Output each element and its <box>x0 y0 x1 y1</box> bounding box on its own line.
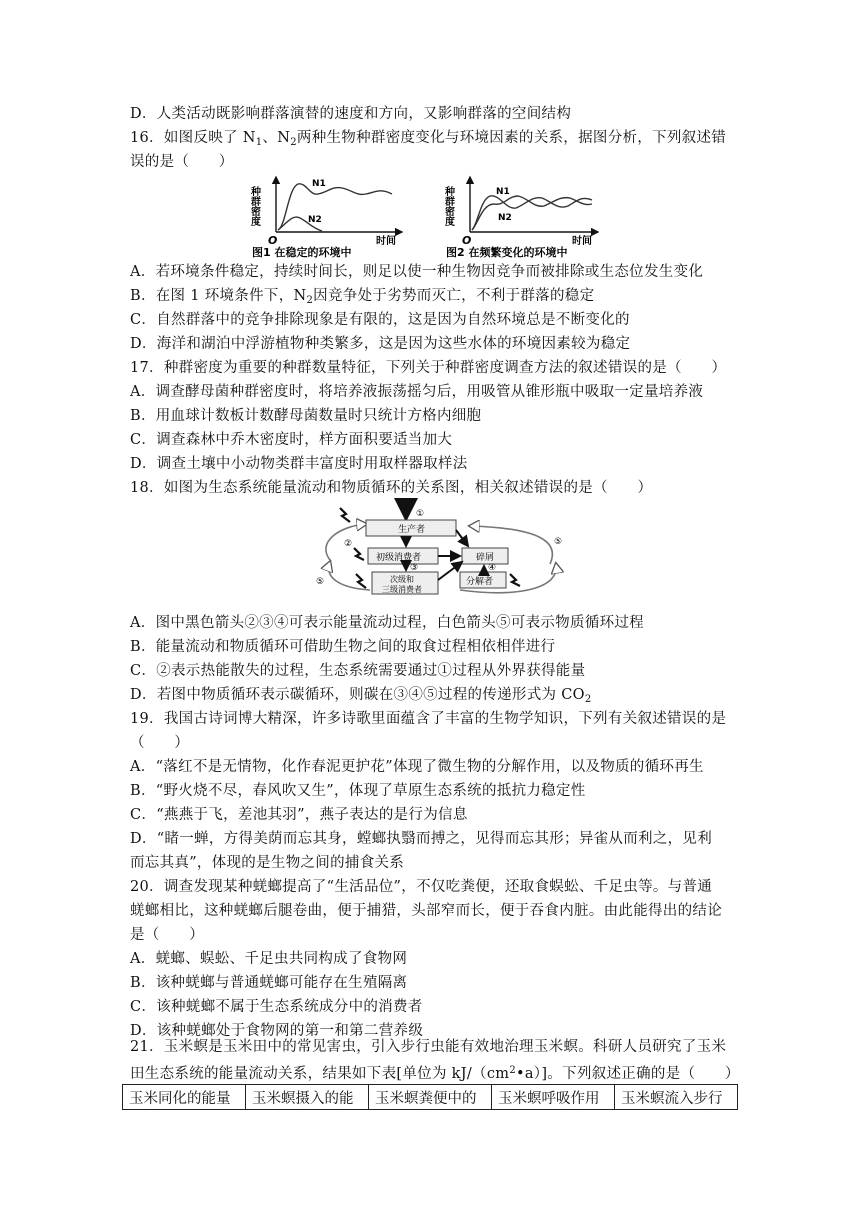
q16-stem-part: 、N <box>262 130 291 146</box>
q18-option-c: C．②表示热能散失的过程，生态系统需要通过①过程从外界获得能量 <box>130 663 586 679</box>
q21-stem-line1: 21．玉米螟是玉米田中的常见害虫，引入步行虫能有效地治理玉米螟。科研人员研究了玉米 <box>130 1039 727 1055</box>
label-5: ⑤ <box>316 577 325 587</box>
q17-stem: 17．种群密度为重要的种群数量特征，下列关于种群密度调查方法的叙述错误的是（ ） <box>130 360 727 376</box>
origin-label: O <box>462 234 472 247</box>
q19-option-b: B．“野火烧不尽，春风吹又生”，体现了草原生态系统的抵抗力稳定性 <box>130 783 586 799</box>
x-axis-label: 时间 <box>376 236 396 247</box>
label-4: ④ <box>488 563 497 573</box>
q18-option-b: B．能量流动和物质循环可借助生物之间的取食过程相依相伴进行 <box>130 639 556 655</box>
label-1: ① <box>416 509 425 519</box>
label-3: ③ <box>410 563 419 573</box>
q20-option-b: B．该种蜣螂与普通蜣螂可能存在生殖隔离 <box>130 975 408 991</box>
q20-stem-line2: 蜣螂相比，这种蜣螂后腿卷曲，便于捕猎，头部窄而长，便于吞食内脏。由此能得出的结论 <box>130 903 722 919</box>
heat-arrow <box>356 574 366 588</box>
n1-curve <box>278 184 392 230</box>
n1-label: N1 <box>496 187 510 197</box>
subscript: 2 <box>290 137 297 148</box>
table-header-cell: 玉米螟粪便中的 <box>369 1085 492 1110</box>
secondary-consumer-label: 次级和 <box>390 575 414 584</box>
q18-option-d <box>130 685 592 710</box>
q18-option-d-text: D．若图中物质循环表示碳循环，则碳在③④⑤过程的传递形式为 CO <box>130 687 585 703</box>
table-header-cell: 玉米同化的能量 <box>123 1085 246 1110</box>
q19-option-d-line2: 而忘其真”，体现的是生物之间的捕食关系 <box>130 855 405 871</box>
label-2: ② <box>344 539 353 549</box>
energy-arrow <box>456 530 468 546</box>
q18-stem: 18．如图为生态系统能量流动和物质循环的关系图，相关叙述错误的是（ ） <box>130 480 653 496</box>
q16-option-b <box>130 286 594 311</box>
q18-energy-diagram <box>310 502 572 602</box>
q16-figure-1 <box>248 174 412 260</box>
q17-option-b: B．用血球计数板计数酵母菌数量时只统计方格内细胞 <box>130 408 482 424</box>
q15-option-d: D．人类活动既影响群落演替的速度和方向，又影响群落的空间结构 <box>130 106 572 122</box>
origin-label: O <box>268 234 278 247</box>
n2-curve <box>472 196 592 230</box>
q16-stem-part: 16．如图反映了 N <box>130 130 256 146</box>
q16-option-c: C．自然群落中的竞争排除现象是有限的，这是因为自然环境总是不断变化的 <box>130 312 630 328</box>
q20-stem-line1: 20．调查发现某种蜣螂提高了“生活品位”，不仅吃粪便，还取食蜈蚣、千足虫等。与普通 <box>130 879 713 895</box>
superscript: 2 <box>509 1065 516 1076</box>
figure-caption: 图2 在频繁变化的环境中 <box>446 246 568 259</box>
label-5: ⑤ <box>554 537 563 547</box>
q21-stem-part: •a）]。下列叙述正确的是（ ） <box>516 1066 740 1082</box>
q16-stem-part: 两种生物种群密度变化与环境因素的关系，据图分析，下列叙述错 <box>296 130 727 146</box>
q21-stem-part: 田生态系统的能量流动关系，结果如下表[单位为 kJ/（cm <box>130 1066 510 1082</box>
y-axis-label: 种群密度 <box>248 186 260 226</box>
table-header-cell: 玉米螟流入步行 <box>615 1085 738 1110</box>
q19-option-c: C．“燕燕于飞，差池其羽”，燕子表达的是行为信息 <box>130 807 468 823</box>
figure-caption: 图1 在稳定的环境中 <box>252 246 352 259</box>
table-header-cell: 玉米螟呼吸作用 <box>492 1085 615 1110</box>
n2-label: N2 <box>308 215 322 225</box>
q16-figure-2 <box>442 174 608 260</box>
q17-option-d: D．调查土壤中小动物类群丰富度时用取样器取样法 <box>130 456 468 472</box>
heat-arrow <box>354 548 364 560</box>
q21-stem-line2 <box>130 1061 740 1084</box>
q17-option-a: A．调查酵母菌种群密度时，将培养液振荡摇匀后，用吸管从锥形瓶中吸取一定量培养液 <box>130 384 704 400</box>
primary-consumer-label: 初级消费者 <box>376 553 422 563</box>
table-header-cell: 玉米螟摄入的能 <box>246 1085 369 1110</box>
q20-option-c: C．该种蜣螂不属于生态系统成分中的消费者 <box>130 999 423 1015</box>
q16-option-b-part: 因竞争处于劣势而灭亡，不利于群落的稳定 <box>313 288 595 304</box>
q19-stem-line1: 19．我国古诗词博大精深，许多诗歌里面蕴含了丰富的生物学知识，下列有关叙述错误的是 <box>130 711 727 727</box>
heat-arrow <box>340 508 350 522</box>
q20-option-a: A．蜣螂、蜈蚣、千足虫共同构成了食物网 <box>130 951 408 967</box>
q19-option-a: A．“落红不是无情物，化作春泥更护花”体现了微生物的分解作用，以及物质的循环再生 <box>130 759 704 775</box>
x-axis-label: 时间 <box>572 236 592 247</box>
producer-label: 生产者 <box>398 525 426 535</box>
q18-option-a: A．图中黑色箭头②③④可表示能量流动过程，白色箭头⑤可表示物质循环过程 <box>130 615 644 631</box>
decomposer-label: 分解者 <box>466 577 494 587</box>
q19-option-d-line1: D．“睹一蝉，方得美荫而忘其身，螳螂执翳而搏之，见得而忘其形；异雀从而利之，见利 <box>130 831 713 847</box>
heat-arrow <box>510 574 520 586</box>
energy-arrow <box>438 562 462 580</box>
q16-stem-line2: 误的是（ ） <box>130 154 234 170</box>
y-axis-label: 种群密度 <box>442 186 454 226</box>
q20-option-d: D．该种蜣螂处于食物网的第一和第二营养级 <box>130 1023 424 1039</box>
n1-curve <box>472 196 592 230</box>
subscript: 2 <box>306 295 314 306</box>
q16-option-b-part: B．在图 1 环境条件下，N <box>130 288 307 304</box>
q16-option-a: A．若环境条件稳定，持续时间长，则足以使一种生物因竞争而被排除或生态位发生变化 <box>130 264 704 280</box>
secondary-consumer-label: 三级消费者 <box>382 585 422 594</box>
n1-label: N1 <box>312 179 326 189</box>
q19-stem-line2: （ ） <box>130 735 190 751</box>
q17-option-c: C．调查森林中乔木密度时，样方面积要适当加大 <box>130 432 453 448</box>
q16-stem-line1 <box>130 128 726 153</box>
q20-stem-line3: 是（ ） <box>130 927 204 943</box>
n2-label: N2 <box>498 213 512 223</box>
subscript: 1 <box>255 137 263 148</box>
litter-label: 碎屑 <box>476 553 495 563</box>
table-header-row <box>123 1085 738 1110</box>
subscript: 2 <box>584 694 592 705</box>
q21-energy-table <box>122 1084 738 1110</box>
q16-option-d: D．海洋和湖泊中浮游植物种类繁多，这是因为这些水体的环境因素较为稳定 <box>130 336 631 352</box>
